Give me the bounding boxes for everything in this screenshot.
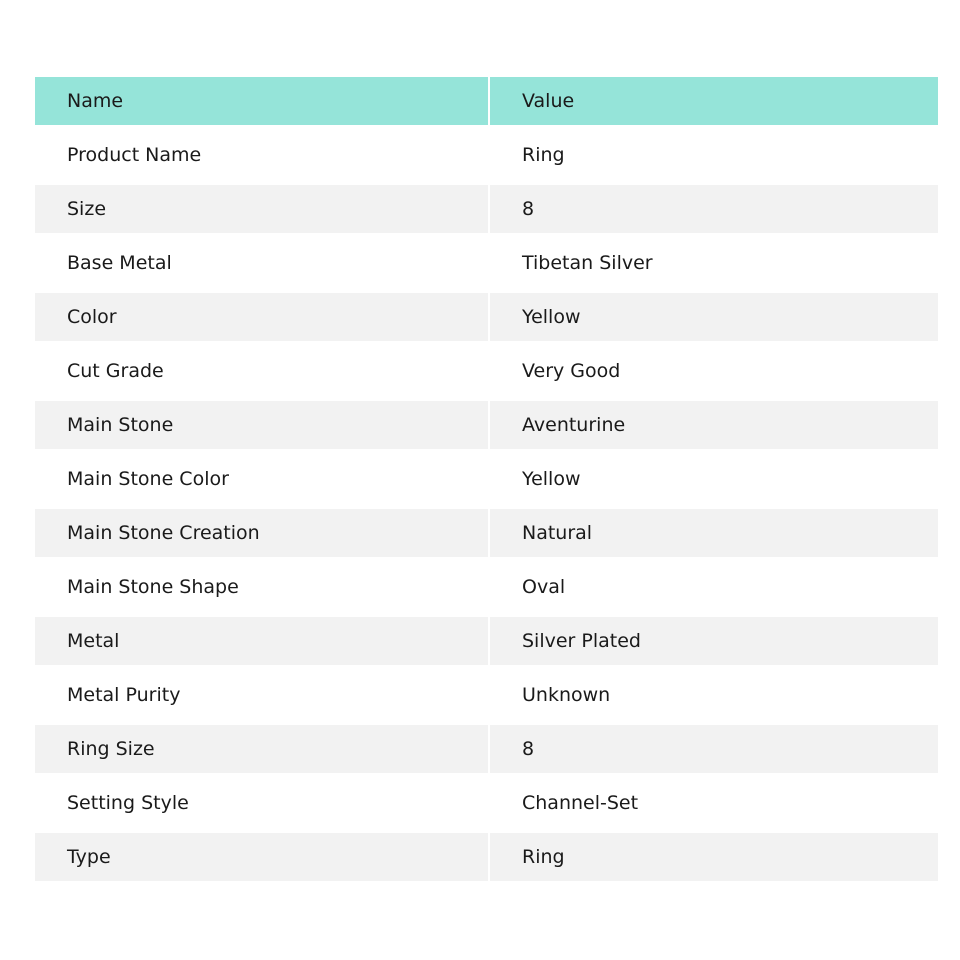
row-name-cell: Metal: [35, 611, 490, 665]
row-name-cell: Base Metal: [35, 233, 490, 287]
row-name-cell: Main Stone Creation: [35, 503, 490, 557]
product-spec-table: [35, 77, 938, 881]
table-row: [35, 125, 938, 179]
table-row: [35, 827, 938, 881]
table-row: [35, 557, 938, 611]
row-name-cell: Main Stone Shape: [35, 557, 490, 611]
row-value-cell: 8: [490, 179, 938, 233]
row-value-cell: Unknown: [490, 665, 938, 719]
table-header-row: [35, 77, 938, 125]
table-row: [35, 611, 938, 665]
row-name-cell: Cut Grade: [35, 341, 490, 395]
table-row: [35, 233, 938, 287]
row-value-cell: Very Good: [490, 341, 938, 395]
table-row: [35, 287, 938, 341]
table-row: [35, 395, 938, 449]
row-value-cell: Yellow: [490, 287, 938, 341]
table-row: [35, 341, 938, 395]
table-row: [35, 665, 938, 719]
row-value-cell: Silver Plated: [490, 611, 938, 665]
table-row: [35, 773, 938, 827]
row-value-cell: Ring: [490, 125, 938, 179]
row-name-cell: Main Stone Color: [35, 449, 490, 503]
table-row: [35, 449, 938, 503]
row-value-cell: Natural: [490, 503, 938, 557]
row-value-cell: 8: [490, 719, 938, 773]
column-header-name: Name: [35, 77, 490, 125]
row-name-cell: Setting Style: [35, 773, 490, 827]
row-name-cell: Size: [35, 179, 490, 233]
row-name-cell: Main Stone: [35, 395, 490, 449]
column-header-value: Value: [490, 77, 938, 125]
table-row: [35, 719, 938, 773]
row-name-cell: Type: [35, 827, 490, 881]
row-name-cell: Metal Purity: [35, 665, 490, 719]
row-value-cell: Tibetan Silver: [490, 233, 938, 287]
row-name-cell: Product Name: [35, 125, 490, 179]
table-row: [35, 179, 938, 233]
row-value-cell: Ring: [490, 827, 938, 881]
row-value-cell: Channel-Set: [490, 773, 938, 827]
row-value-cell: Aventurine: [490, 395, 938, 449]
row-value-cell: Oval: [490, 557, 938, 611]
row-name-cell: Ring Size: [35, 719, 490, 773]
table-row: [35, 503, 938, 557]
row-value-cell: Yellow: [490, 449, 938, 503]
row-name-cell: Color: [35, 287, 490, 341]
